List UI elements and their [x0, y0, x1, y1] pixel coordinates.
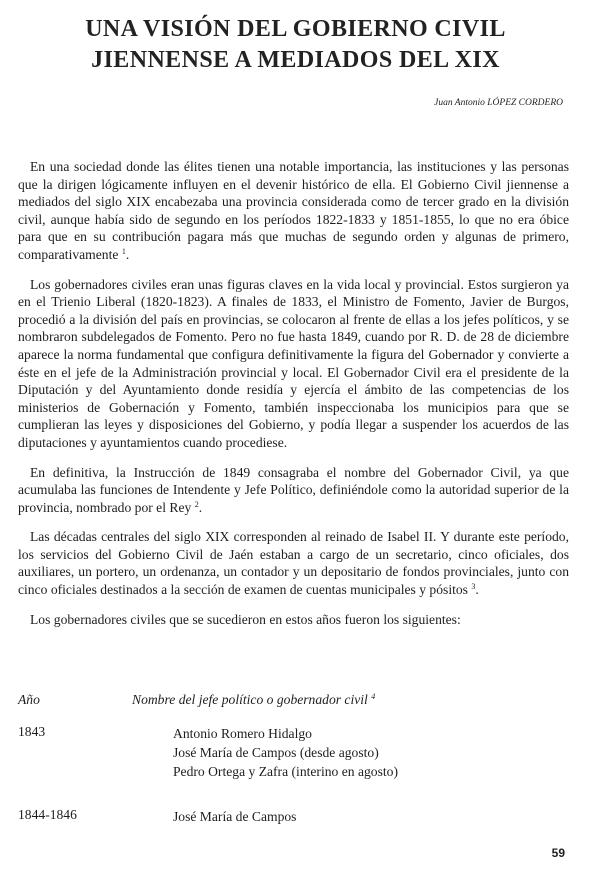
article-title	[40, 14, 551, 76]
paragraph-1-text: En una sociedad donde las élites tienen una notable importancia, las instituciones y las personas que la dirigen lógicamente influyen en el devenir histórico de ella. El Gobierno Civil jiennense a mediados del siglo XIX encabezaba una provincia considerada como de tercer grado en la división civil, aunque había sido de segundo en los períodos 1822-1833 y 1851-1855, lo que no era óbice para que en su contribución pagara más que muchas de segundo orden y algunas de primero, comparativamente	[18, 159, 569, 262]
footnote-ref-3: 3	[471, 582, 476, 592]
row-names	[173, 724, 569, 781]
governor-name: José María de Campos (desde agosto)	[173, 745, 379, 760]
paragraph-4-text: Las décadas centrales del siglo XIX corresponden al reinado de Isabel II. Y durante este período, los servicios del Gobierno Civil de Jaén estaban a cargo de un secretario, cinco oficiales, dos auxiliares, un portero, un ordenanza, un contador y un depositario de fondos provinciales, junto con cinco oficiales destinados a la sección de examen de cuentas municipales y pósitos	[18, 529, 569, 598]
table-row	[18, 724, 569, 794]
row-year: 1843	[18, 724, 46, 739]
paragraph-2: Los gobernadores civiles eran unas figuras claves en la vida local y provincial. Estos surgieron ya en el Trienio Liberal (1820-1823). A finales de 1833, el Ministro de Fomento, Javier de Burgos, procedió a la división del país en provincias, se colocaron al frente de ellas a los jefes políticos, y se nombraron subdelegados de Fomento. Pero no fue hasta 1849, cuando por R. D. de 28 de diciembre aparece la norma fundamental que configura definitivamente la figura del Gobernador y convierte a éste en el jefe de la Administración provincial y local. El Gobernador Civil era el presidente de la Diputación y del Ayuntamiento donde residía y ejercía el ámbito de las competencias de los ministerios de Gobernación y Fomento, también inspeccionaba los municipios para que se cumplieran las leyes y disposiciones del Gobierno, y podía llegar a suspender los acuerdos de las diputaciones y ayuntamientos cuando procediese.	[18, 276, 569, 450]
paragraph-4: Las décadas centrales del siglo XIX corresponden al reinado de Isabel II. Y durante este período, los servicios del Gobierno Civil de Jaén estaban a cargo de un secretario, cinco oficiales, dos auxiliares, un portero, un ordenanza, un contador y un depositario de fondos provinciales, junto con cinco oficiales destinados a la sección de examen de cuentas municipales y pósitos $^3$.	[18, 529, 569, 598]
paragraph-5: Los gobernadores civiles que se sucedieron en estos años fueron los siguientes:	[30, 611, 461, 627]
table-row	[18, 807, 569, 829]
title-line-1: UNA VISIÓN DEL GOBIERNO CIVIL	[85, 16, 506, 42]
governor-name: Antonio Romero Hidalgo	[173, 726, 312, 741]
paragraph-1: En una sociedad donde las élites tienen una notable importancia, las instituciones y las personas que la dirigen lógicamente influyen en el devenir histórico de ella. El Gobierno Civil jiennense a mediados del siglo XIX encabezaba una provincia considerada como de tercer grado en la división civil, aunque había sido de segundo en los períodos 1822-1833 y 1851-1855, lo que no era óbice para que en su contribución pagara más que muchas de segundo orden y algunas de primero, comparativamente $^1$.	[18, 159, 569, 262]
row-year: 1844-1846	[18, 807, 77, 822]
column-header-year: Año	[18, 692, 40, 707]
title-line-2: JIENNENSE A MEDIADOS DEL XIX	[91, 47, 500, 73]
row-names	[173, 807, 569, 826]
footnote-ref-1: 1	[121, 246, 126, 256]
column-header-name-text: Nombre del jefe político o gobernador civil	[132, 692, 368, 707]
paragraph-3: En definitiva, la Instrucción de 1849 consagraba el nombre del Gobernador Civil, ya que acumulaba las funciones de Intendente y Jefe Político, definiéndole como la autoridad superior de la provincia, nombrado por el Rey $^2$.	[18, 464, 569, 515]
table-header	[18, 692, 569, 714]
governor-name: José María de Campos	[173, 809, 297, 824]
author-byline	[434, 98, 563, 108]
author-given-name: Juan Antonio	[434, 98, 485, 108]
governor-name: Pedro Ortega y Zafra (interino en agosto)	[173, 764, 398, 779]
page-number: 59	[551, 846, 565, 860]
article-body	[18, 158, 569, 642]
footnote-ref-4: 4	[371, 692, 376, 701]
governors-table	[18, 692, 569, 829]
column-header-name	[132, 692, 375, 708]
paragraph-3-text: En definitiva, la Instrucción de 1849 consagraba el nombre del Gobernador Civil, ya que acumulaba las funciones de Intendente y Jefe Político, definiéndole como la autoridad superior de la provincia, nombrado por el Rey	[18, 464, 569, 515]
footnote-ref-2: 2	[194, 499, 199, 509]
author-surname: LÓPEZ CORDERO	[487, 98, 563, 108]
